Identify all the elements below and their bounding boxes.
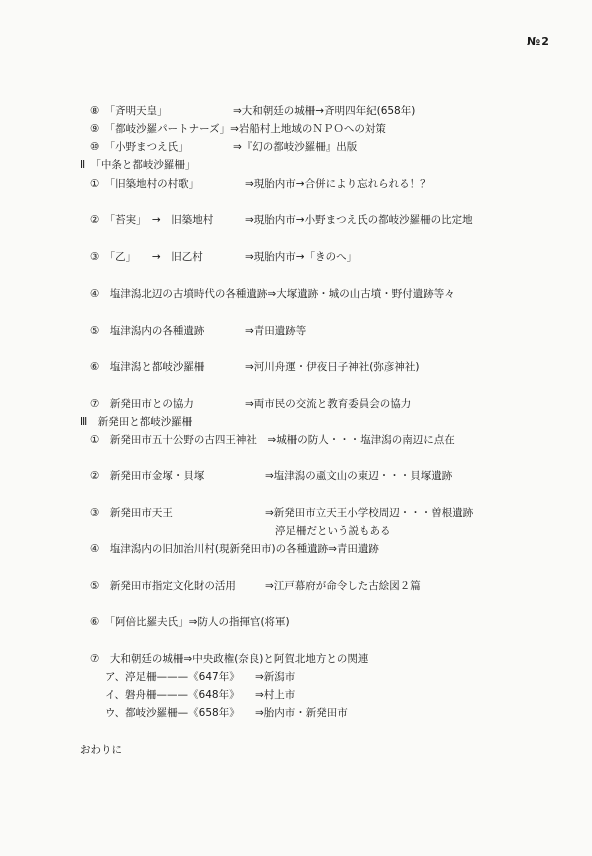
item-9: ⑨ 「都岐沙羅パートナーズ」⇒岩船村上地域のＮＰＯへの対策 bbox=[90, 123, 386, 135]
s2-item-1-detail: ⇒現胎内市→合併により忘れられる！？ bbox=[245, 178, 431, 190]
sub-item-i-label: イ、磐舟柵———《648年》 bbox=[105, 689, 240, 701]
s2-item-5-label: ⑤ 塩津潟内の各種遺跡 bbox=[90, 325, 205, 337]
s2-item-1-label: ① 「旧築地村の村歌」 bbox=[90, 178, 200, 190]
s2-item-3-detail: ⇒現胎内市→「きのへ」 bbox=[245, 251, 358, 263]
item-10-detail: ⇒『幻の都岐沙羅柵』出版 bbox=[233, 141, 358, 153]
section-3-heading: Ⅲ 新発田と都岐沙羅柵 bbox=[80, 416, 193, 428]
s3-item-1: ① 新発田市五十公野の古四王神社 ⇒城柵の防人・・・塩津潟の南辺に点在 bbox=[90, 434, 455, 446]
s3-item-4: ④ 塩津潟内の旧加治川村(現新発田市)の各種遺跡⇒青田遺跡 bbox=[90, 543, 379, 555]
s2-item-2-detail: ⇒現胎内市→小野まつえ氏の都岐沙羅柵の比定地 bbox=[245, 214, 473, 226]
s2-item-7-label: ⑦ 新発田市との協力 bbox=[90, 398, 194, 410]
s2-item-7-detail: ⇒両市民の交流と教育委員会の協力 bbox=[245, 398, 412, 410]
s3-item-6: ⑥ 「阿倍比羅夫氏」⇒防人の指揮官(将軍) bbox=[90, 616, 290, 628]
s3-item-3-label: ③ 新発田市天王 bbox=[90, 507, 173, 519]
section-2-heading: Ⅱ 「中条と都岐沙羅柵」 bbox=[80, 159, 196, 171]
s3-item-2-label: ② 新発田市金塚・貝塚 bbox=[90, 470, 205, 482]
item-10-label: ⑩ 「小野まつえ氏」 bbox=[90, 141, 189, 153]
sub-item-u-label: ウ、都岐沙羅柵—《658年》 bbox=[105, 707, 240, 719]
s2-item-6-detail: ⇒河川舟運・伊夜日子神社(弥彦神社) bbox=[245, 361, 420, 373]
page-number: №2 bbox=[527, 35, 550, 48]
item-8-label: ⑧ 「斉明天皇」 bbox=[90, 105, 168, 117]
s2-item-4: ④ 塩津潟北辺の古墳時代の各種遺跡⇒大塚遺跡・城の山古墳・野付遺跡等々 bbox=[90, 288, 455, 300]
s3-item-7: ⑦ 大和朝廷の城柵⇒中央政権(奈良)と阿賀北地方との関連 bbox=[90, 653, 369, 665]
s2-item-5-detail: ⇒青田遺跡等 bbox=[245, 325, 307, 337]
s3-item-2-detail: ⇒塩津潟の颪文山の東辺・・・貝塚遺跡 bbox=[265, 470, 453, 482]
sub-item-u-detail: ⇒胎内市・新発田市 bbox=[255, 707, 348, 719]
s3-item-5-label: ⑤ 新発田市指定文化財の活用 bbox=[90, 580, 236, 592]
sub-item-i-detail: ⇒村上市 bbox=[255, 689, 296, 701]
item-8-detail: ⇒大和朝廷の城柵→斉明四年紀(658年) bbox=[233, 105, 416, 117]
sub-item-a-detail: ⇒新潟市 bbox=[255, 671, 296, 683]
s3-item-3-note: 渟足柵だという説もある bbox=[275, 525, 391, 537]
closing-heading: おわりに bbox=[80, 744, 122, 756]
s2-item-2-label: ② 「苔実」 → 旧築地村 bbox=[90, 214, 214, 226]
s3-item-5-detail: ⇒江戸幕府が命令した古絵図２篇 bbox=[265, 580, 421, 592]
s2-item-3-label: ③ 「乙」 → 旧乙村 bbox=[90, 251, 203, 263]
s2-item-6-label: ⑥ 塩津潟と都岐沙羅柵 bbox=[90, 361, 205, 373]
s3-item-3-detail: ⇒新発田市立天王小学校周辺・・・曽根遺跡 bbox=[265, 507, 474, 519]
sub-item-a-label: ア、渟足柵———《647年》 bbox=[105, 671, 240, 683]
